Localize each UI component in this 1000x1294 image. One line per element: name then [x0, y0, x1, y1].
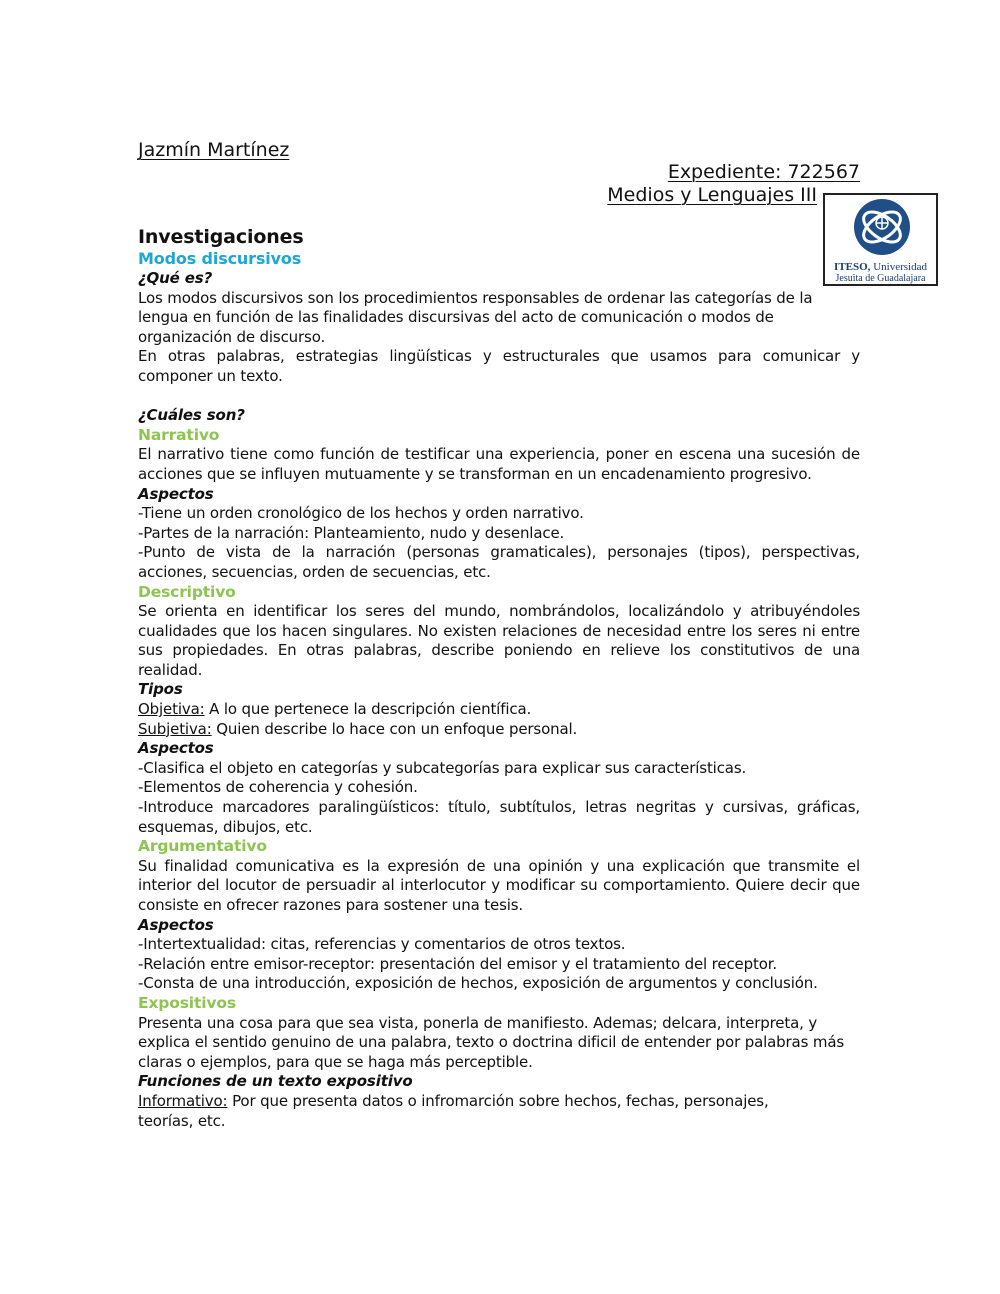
descriptivo-tipos-label: Tipos: [138, 680, 183, 699]
list-item: -Tiene un orden cronológico de los hechos y orden narrativo.: [138, 504, 584, 523]
list-item: -Clasifica el objeto en categorías y subcategorías para explicar sus características.: [138, 758, 747, 777]
argumentativo-description: Su finalidad comunicativa es la expresión de una opinión y una explicación que transmite el interior del locutor de persuadir al interlocutor y modificar su comportamiento. Quiere decir que consiste en ofrecer razones para sostener una tesis.: [138, 856, 860, 914]
narrativo-heading: Narrativo: [138, 425, 220, 444]
list-item: -Partes de la narración: Planteamiento, nudo y desenlace.: [138, 523, 565, 542]
expositivos-heading: Expositivos: [138, 993, 236, 1012]
blank-line: [138, 387, 860, 407]
doc-title: Investigaciones: [138, 226, 304, 248]
tipo-term: Subjetiva:: [138, 719, 212, 738]
descriptivo-description: Se orienta en identificar los seres del mundo, nombrándolos, localizándolo y atribuyéndoles cualidades que los hacen singulares. No existen relaciones de necesidad entre los seres ni entre sus propiedades. En otras palabras, describe poniendo en relieve los constitutivos de una realidad.: [138, 602, 860, 679]
argumentativo-heading: Argumentativo: [138, 837, 267, 856]
narrativo-aspectos-label: Aspectos: [138, 484, 214, 503]
list-item: -Introduce marcadores paralingüísticos: título, subtítulos, letras negritas y cursivas, gráficas, esquemas, dibujos, etc.: [138, 798, 860, 836]
tipo-objetiva: Objetiva: A lo que pertenece la descripción científica.: [138, 700, 532, 719]
intro-paragraph-2: En otras palabras, estrategias lingüísticas y estructurales que usamos para comunicar y componer un texto.: [138, 347, 860, 385]
argumentativo-aspectos-label: Aspectos: [138, 915, 214, 934]
expositivos-description: Presenta una cosa para que sea vista, ponerla de manifiesto. Ademas; delcara, interpreta, y explica el sentido genuino de una palabra, texto o doctrina dificil de entender por palabras más claras o ejemplos, para que se haga más perceptible.: [138, 1013, 845, 1071]
logo-subtitle: Jesuita de Guadalajara: [835, 273, 926, 284]
logo-name: ITESO, Universidad: [834, 261, 927, 273]
course-name: Medios y Lenguajes III: [607, 184, 817, 206]
expediente-number: Expediente: 722567: [667, 161, 860, 183]
list-item: -Intertextualidad: citas, referencias y comentarios de otros textos.: [138, 935, 626, 954]
iteso-emblem-icon: [852, 197, 912, 257]
section-heading: Modos discursivos: [138, 249, 302, 268]
funciones-label: Funciones de un texto expositivo: [138, 1072, 413, 1091]
list-item: -Elementos de coherencia y cohesión.: [138, 778, 418, 797]
list-item: -Relación entre emisor-receptor: presentación del emisor y el tratamiento del receptor.: [138, 954, 778, 973]
list-item: -Punto de vista de la narración (personas gramaticales), personajes (tipos), perspectivas, acciones, secuencias, orden de secuencias, etc.: [138, 543, 860, 581]
funcion-informativo: Informativo: Por que presenta datos o infromarción sobre hechos, fechas, personajes, teorías, etc.: [138, 1091, 769, 1130]
funcion-term: Informativo:: [138, 1091, 228, 1110]
list-item: -Consta de una introducción, exposición de hechos, exposición de argumentos y conclusión.: [138, 974, 818, 993]
tipo-term: Objetiva:: [138, 700, 205, 719]
document-body: [138, 225, 860, 1131]
cuales-heading: ¿Cuáles son?: [138, 406, 245, 425]
descriptivo-aspectos-label: Aspectos: [138, 739, 214, 758]
tipo-subjetiva: Subjetiva: Quien describe lo hace con un enfoque personal.: [138, 719, 578, 738]
author-name: Jazmín Martínez: [138, 139, 290, 161]
intro-paragraph-1: Los modos discursivos son los procedimientos responsables de ordenar las categorías de la lengua en función de las finalidades discursivas del acto de comunicación o modos de organización de discurso.: [138, 288, 813, 346]
que-es-heading: ¿Qué es?: [138, 269, 213, 287]
descriptivo-heading: Descriptivo: [138, 582, 236, 601]
narrativo-description: El narrativo tiene como función de testificar una experiencia, poner en escena una sucesión de acciones que se influyen mutuamente y se transforman en un encadenamiento progresivo.: [138, 445, 860, 483]
